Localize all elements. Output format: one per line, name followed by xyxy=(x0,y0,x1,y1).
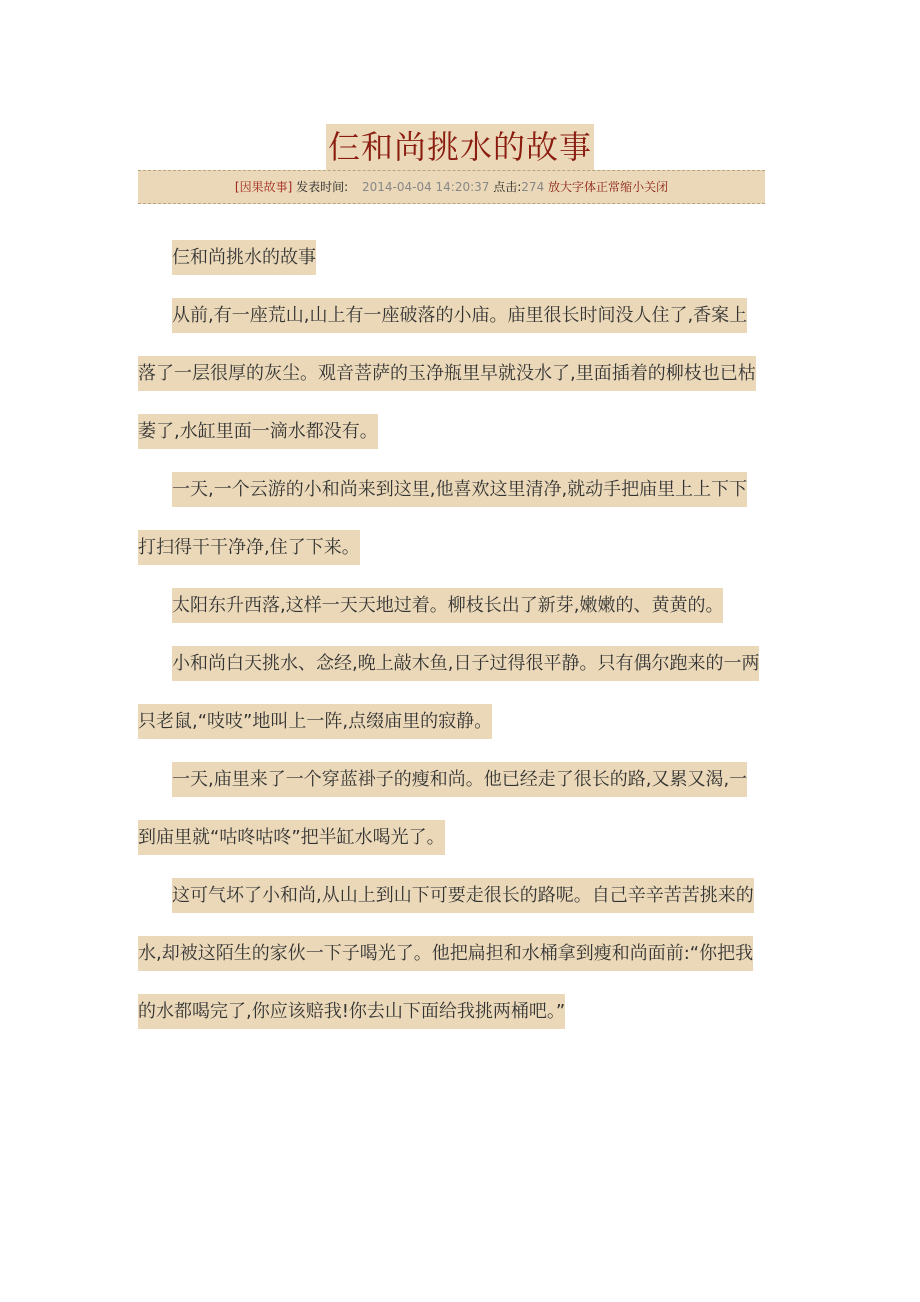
hits-label: 点击: xyxy=(493,180,522,194)
paragraph xyxy=(138,635,765,751)
font-small-button[interactable]: 缩小 xyxy=(620,180,645,194)
paragraph xyxy=(138,287,765,461)
close-button[interactable]: 关闭 xyxy=(644,180,669,194)
paragraph-text: 一天,一个云游的小和尚来到这里,他喜欢这里清净,就动手把庙里上上下下打扫得干干净净,住了下来。 xyxy=(138,472,747,565)
hits-count: 274 xyxy=(521,180,545,194)
published-label: 发表时间: xyxy=(296,180,349,194)
paragraph-text: 这可气坏了小和尚,从山上到山下可要走很长的路呢。自己辛辛苦苦挑来的水,却被这陌生的家伙一下子喝光了。他把扁担和水桶拿到瘦和尚面前:“你把我的水都喝完了,你应该赔我!你去山下面给我挑两桶吧。” xyxy=(138,878,754,1029)
paragraph xyxy=(138,751,765,867)
article-body xyxy=(138,229,765,1041)
category-link[interactable]: [因果故事] xyxy=(234,180,293,194)
published-time: 2014-04-04 14:20:37 xyxy=(361,180,490,194)
paragraph xyxy=(138,577,765,635)
article-meta-bar xyxy=(138,170,765,204)
title-wrap xyxy=(0,124,920,170)
paragraph xyxy=(138,229,765,287)
paragraph-text: 一天,庙里来了一个穿蓝褂子的瘦和尚。他已经走了很长的路,又累又渴,一到庙里就“咕咚咕咚”把半缸水喝光了。 xyxy=(138,762,747,855)
font-normal-button[interactable]: 正常 xyxy=(596,180,621,194)
paragraph xyxy=(138,461,765,577)
paragraph-text: 太阳东升西落,这样一天天地过着。柳枝长出了新芽,嫩嫩的、黄黄的。 xyxy=(172,588,723,623)
font-large-button[interactable]: 放大字体 xyxy=(548,180,597,194)
paragraph-text: 仨和尚挑水的故事 xyxy=(172,240,316,275)
paragraph xyxy=(138,867,765,1041)
page-title: 仨和尚挑水的故事 xyxy=(326,124,594,170)
paragraph-text: 从前,有一座荒山,山上有一座破落的小庙。庙里很长时间没人住了,香案上落了一层很厚的灰尘。观音菩萨的玉净瓶里早就没水了,里面插着的柳枝也已枯萎了,水缸里面一滴水都没有。 xyxy=(138,298,756,449)
paragraph-text: 小和尚白天挑水、念经,晚上敲木鱼,日子过得很平静。只有偶尔跑来的一两只老鼠,“吱吱”地叫上一阵,点缀庙里的寂静。 xyxy=(138,646,759,739)
